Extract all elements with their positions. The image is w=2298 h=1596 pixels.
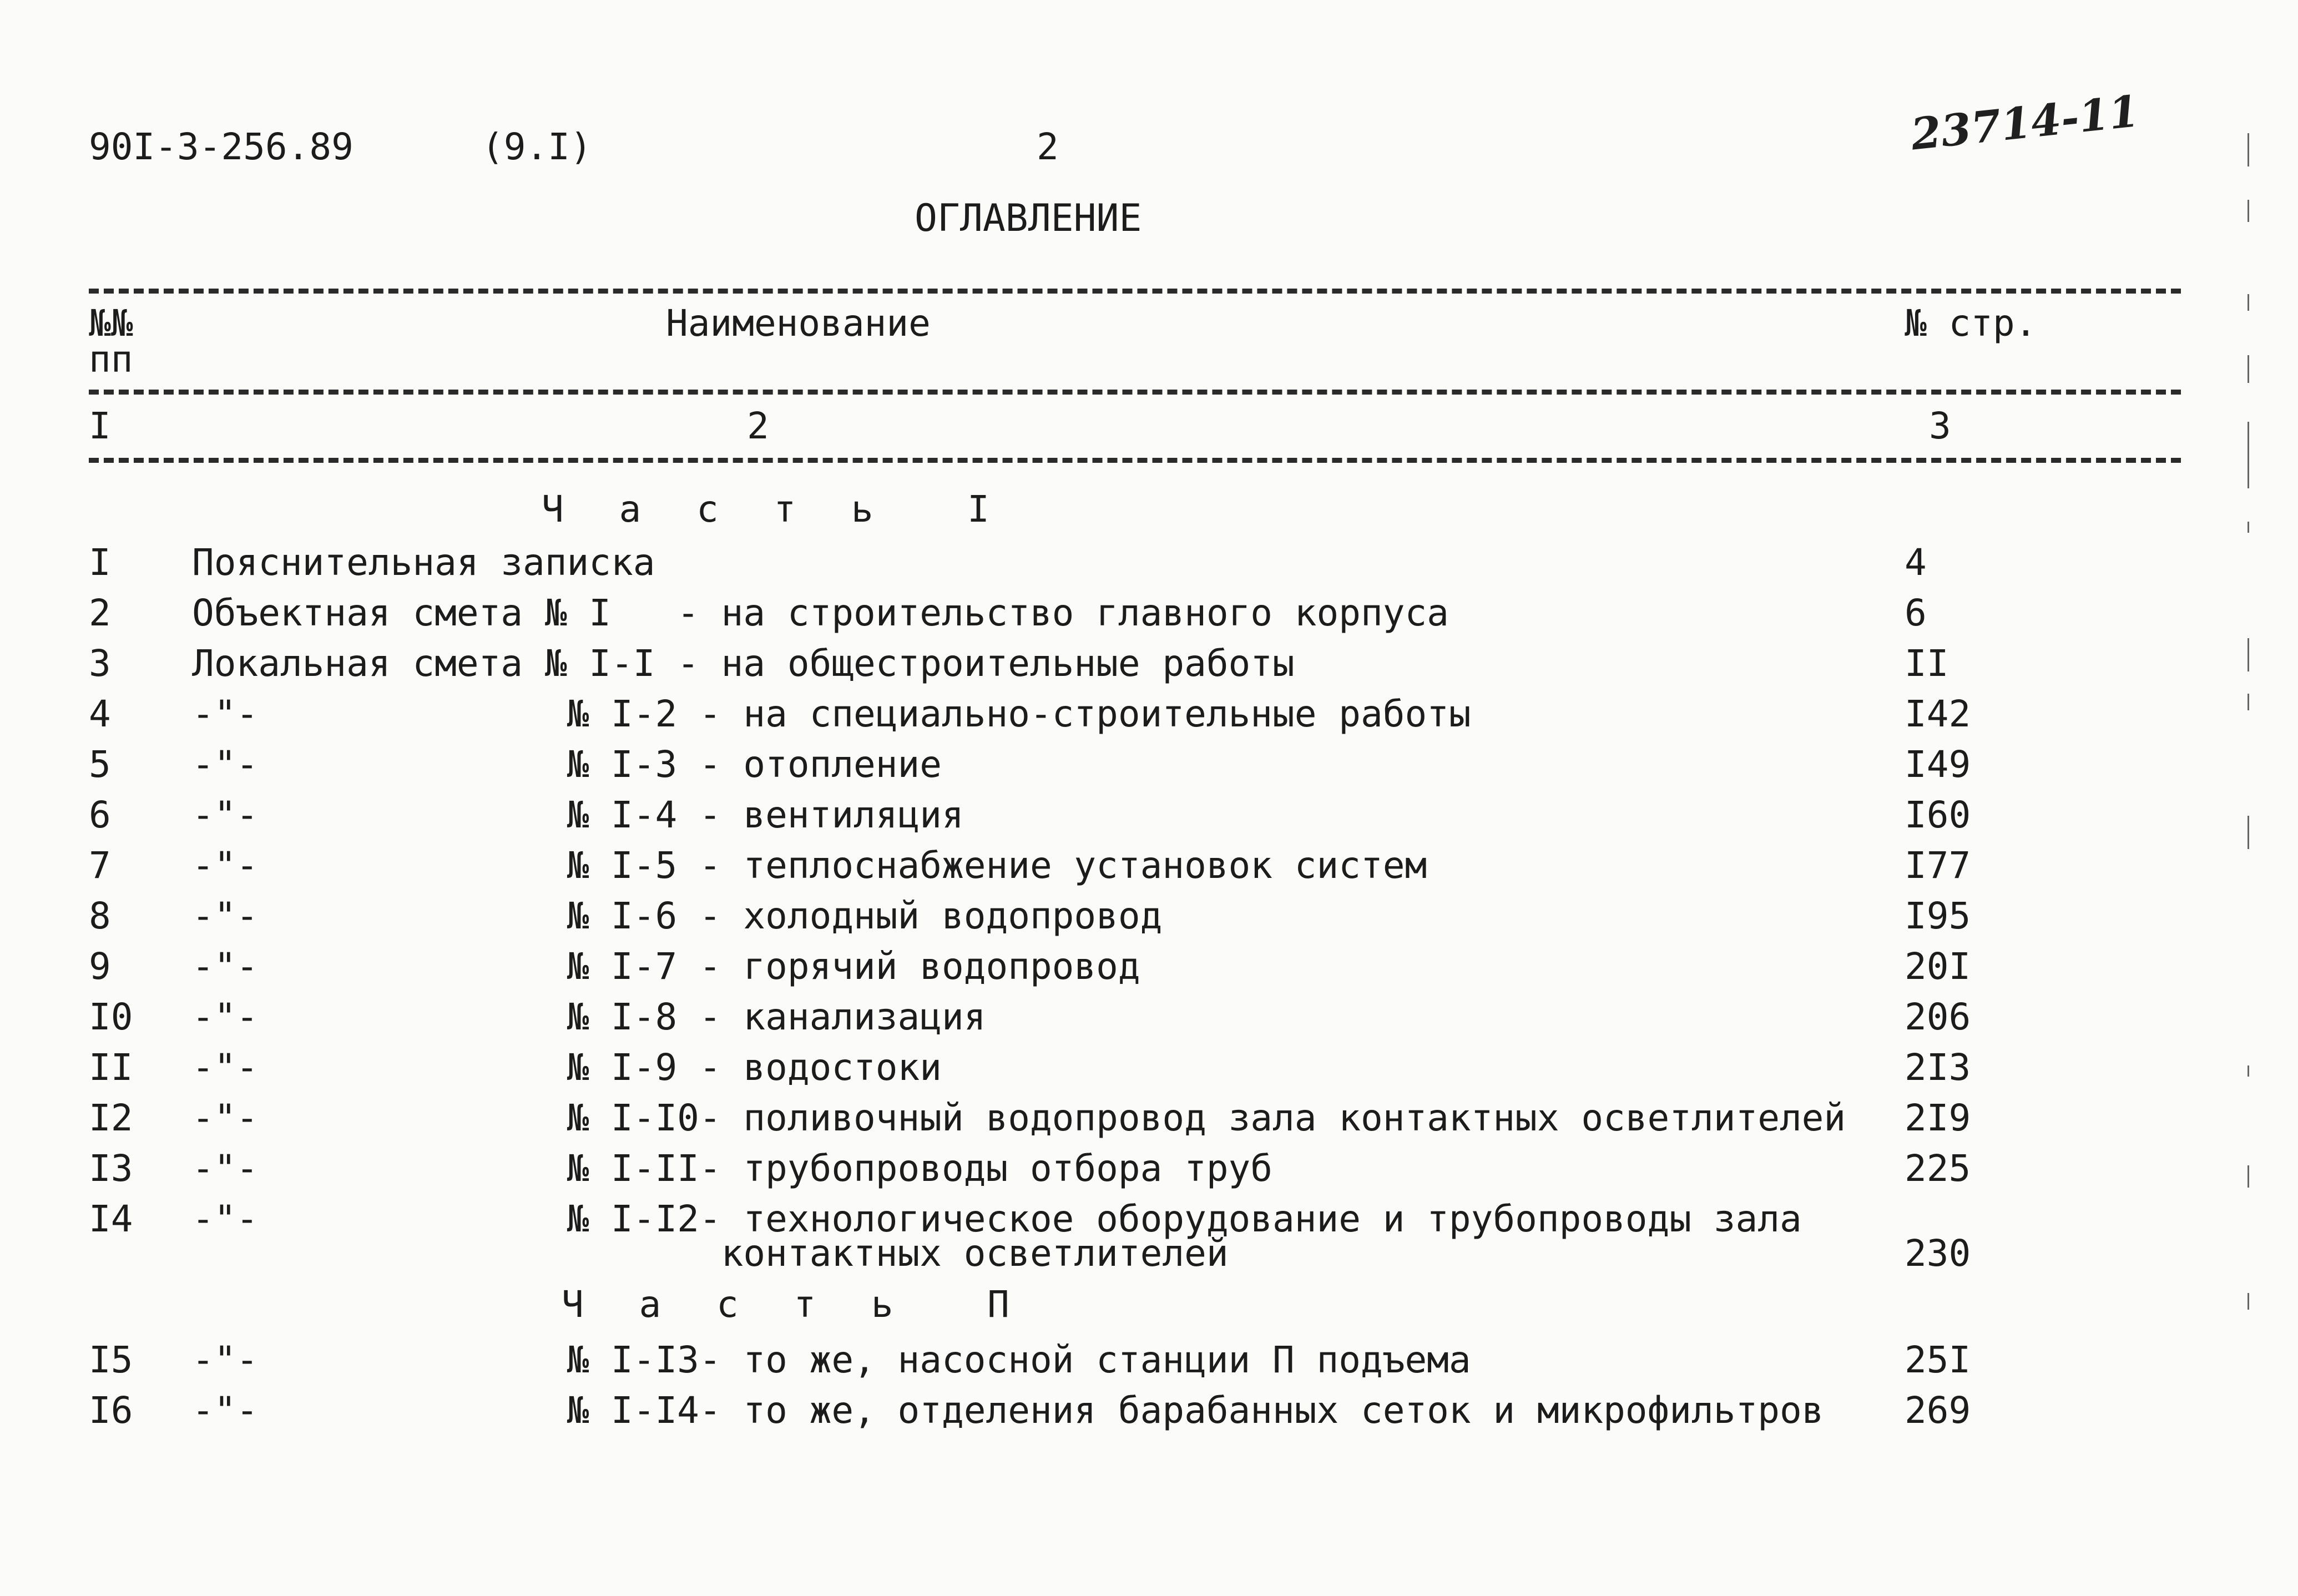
row-page: 2I9 <box>1905 1097 1971 1139</box>
toc-row <box>0 794 2298 844</box>
row-number: 4 <box>89 693 111 735</box>
page-number: 2 <box>1037 125 1059 168</box>
row-label: -"- № I-8 - канализация <box>192 996 986 1038</box>
row-number: 8 <box>89 895 111 937</box>
row-label: -"- № I-I0- поливочный водопровод зала контактных осветлителей <box>192 1097 1846 1139</box>
toc-row <box>0 1097 2298 1147</box>
row-page: 206 <box>1905 996 1971 1038</box>
toc-row <box>0 945 2298 995</box>
part-heading-2: Ч а с т ь П <box>562 1283 1026 1326</box>
toc-row <box>0 541 2298 591</box>
row-label: Пояснительная записка <box>192 541 655 584</box>
row-label-continuation: контактных осветлителей <box>192 1232 1229 1275</box>
dashed-rule-middle <box>89 390 2181 395</box>
row-number: I <box>89 541 111 584</box>
document-code: 90I-3-256.89 <box>89 125 353 168</box>
toc-row <box>0 1147 2298 1197</box>
row-page: 20I <box>1905 945 1971 988</box>
row-number: I5 <box>89 1339 133 1381</box>
row-page: 2I3 <box>1905 1046 1971 1089</box>
row-number: I0 <box>89 996 133 1038</box>
column-index-3: 3 <box>1929 405 1951 447</box>
row-number: 5 <box>89 743 111 786</box>
dashed-rule-top <box>89 289 2181 294</box>
row-label: -"- № I-3 - отопление <box>192 743 942 786</box>
toc-row <box>0 693 2298 743</box>
row-label: -"- № I-4 - вентиляция <box>192 794 964 836</box>
document-section: (9.I) <box>482 125 592 168</box>
row-page: 25I <box>1905 1339 1971 1381</box>
row-number: I2 <box>89 1097 133 1139</box>
toc-row <box>0 1389 2298 1439</box>
row-number: 3 <box>89 642 111 685</box>
row-page: 225 <box>1905 1147 1971 1190</box>
toc-row <box>0 996 2298 1046</box>
row-number: II <box>89 1046 133 1089</box>
handwritten-number: 23714-11 <box>1908 85 2142 160</box>
row-label: -"- № I-II- трубопроводы отбора труб <box>192 1147 1273 1190</box>
row-page: 6 <box>1905 592 1927 634</box>
row-page: 230 <box>1905 1232 1971 1275</box>
row-page: I95 <box>1905 895 1971 937</box>
row-page: I77 <box>1905 844 1971 887</box>
row-page: 4 <box>1905 541 1927 584</box>
toc-row <box>0 1198 2298 1281</box>
column-header-name: Наименование <box>666 302 931 345</box>
row-page: 269 <box>1905 1389 1971 1432</box>
row-number: I4 <box>89 1198 133 1240</box>
toc-row <box>0 895 2298 945</box>
row-label: -"- № I-5 - теплоснабжение установок систем <box>192 844 1427 887</box>
row-label: -"- № I-I2- технологическое оборудование и трубопроводы зала <box>192 1198 1802 1240</box>
row-label: -"- № I-I4- то же, отделения барабанных сеток и микрофильтров <box>192 1389 1824 1432</box>
toc-row <box>0 642 2298 692</box>
column-index-2: 2 <box>747 405 769 447</box>
dashed-rule-bottom <box>89 458 2181 463</box>
row-page: II <box>1905 642 1949 685</box>
row-number: 6 <box>89 794 111 836</box>
row-number: 9 <box>89 945 111 988</box>
toc-row <box>0 743 2298 793</box>
row-label: -"- № I-2 - на специально-строительные работы <box>192 693 1471 735</box>
column-header-number-line2: пп <box>89 338 133 381</box>
row-label: Локальная смета № I-I - на общестроительные работы <box>192 642 1295 685</box>
page-title: ОГЛАВЛЕНИЕ <box>915 196 1142 240</box>
toc-row <box>0 1339 2298 1388</box>
row-number: I3 <box>89 1147 133 1190</box>
row-label: -"- № I-7 - горячий водопровод <box>192 945 1140 988</box>
row-number: 7 <box>89 844 111 887</box>
toc-row <box>0 592 2298 642</box>
row-label: -"- № I-9 - водостоки <box>192 1046 942 1089</box>
scan-margin-marks <box>2248 122 2259 1454</box>
row-label: Объектная смета № I - на строительство главного корпуса <box>192 592 1449 634</box>
column-index-1: I <box>89 405 111 447</box>
column-header-number: №№ <box>89 302 133 345</box>
part-heading-1: Ч а с т ь I <box>542 488 1006 531</box>
row-number: I6 <box>89 1389 133 1432</box>
row-page: I60 <box>1905 794 1971 836</box>
toc-row <box>0 1046 2298 1096</box>
toc-row <box>0 844 2298 894</box>
column-header-page: № стр. <box>1905 302 2037 345</box>
row-label: -"- № I-6 - холодный водопровод <box>192 895 1163 937</box>
row-page: I42 <box>1905 693 1971 735</box>
row-page: I49 <box>1905 743 1971 786</box>
row-number: 2 <box>89 592 111 634</box>
row-label: -"- № I-I3- то же, насосной станции П подъема <box>192 1339 1471 1381</box>
